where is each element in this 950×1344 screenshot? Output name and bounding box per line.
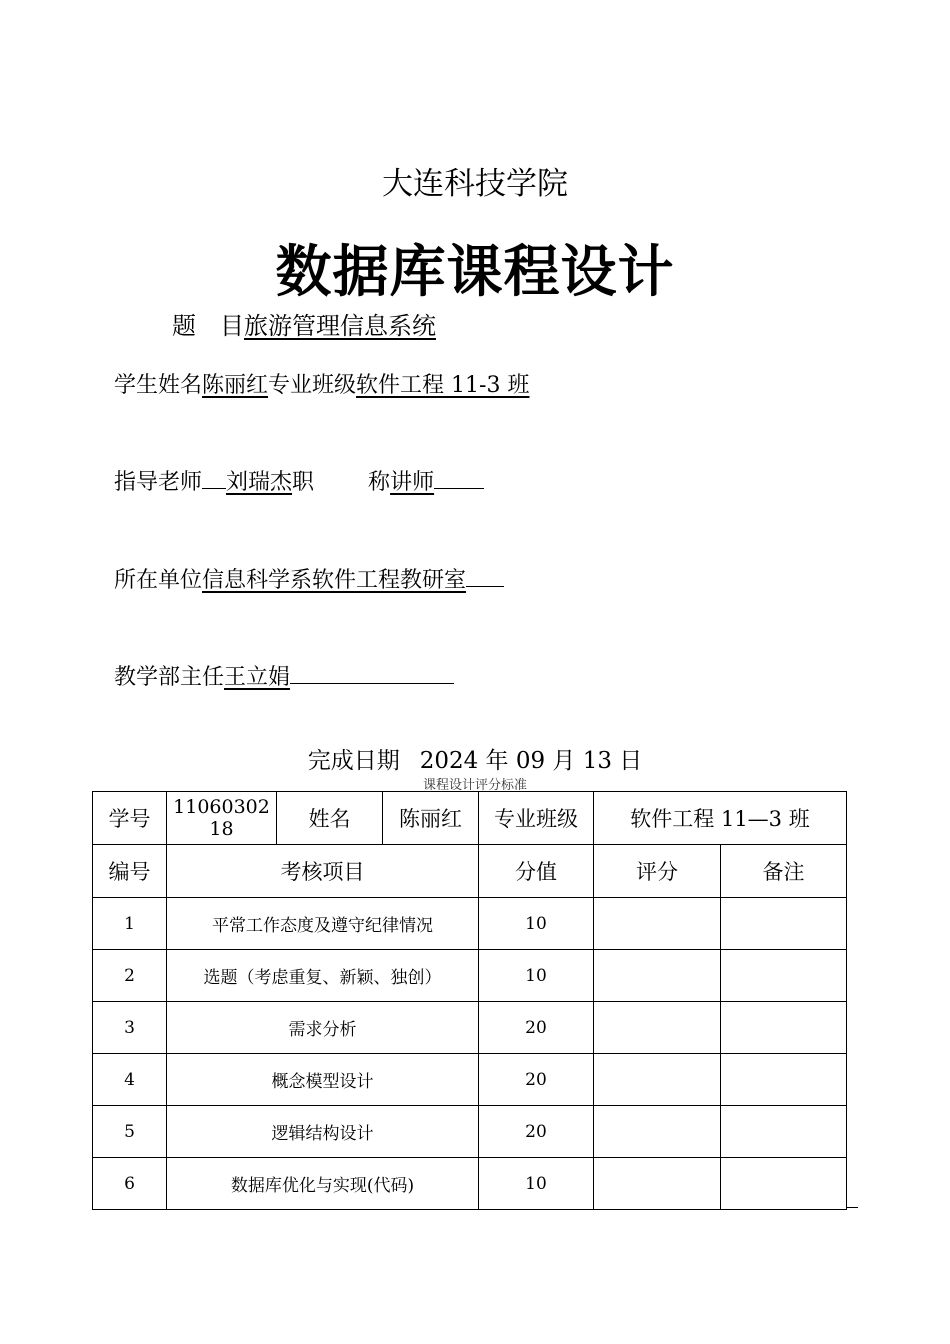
student-id-line1: 11060302 (173, 796, 270, 818)
unit-label: 所在单位 (114, 568, 203, 593)
underline-blank (202, 487, 226, 489)
row-item: 概念模型设计 (167, 1054, 479, 1106)
unit-line (114, 563, 504, 594)
student-id (167, 792, 277, 845)
row-score: 10 (479, 950, 594, 1002)
underline-blank (290, 682, 454, 684)
row-note (721, 1002, 847, 1054)
student-name-cell: 陈丽红 (383, 792, 479, 845)
advisor-title: 讲师 (390, 470, 435, 495)
topic-line (172, 306, 436, 341)
advisor-title-label-1: 职 (292, 470, 315, 495)
header-note: 备注 (721, 845, 847, 898)
row-no: 4 (93, 1054, 167, 1106)
row-grade (594, 1002, 721, 1054)
table-row (93, 1158, 847, 1210)
advisor-name: 刘瑞杰 (226, 470, 293, 495)
class-label-cell: 专业班级 (479, 792, 594, 845)
row-grade (594, 1054, 721, 1106)
header-item: 考核项目 (167, 845, 479, 898)
row-score: 20 (479, 1054, 594, 1106)
advisor-label: 指导老师 (114, 470, 203, 495)
table-caption: 课程设计评分标准 (422, 778, 527, 793)
grading-table (92, 791, 847, 1210)
underline-blank (434, 487, 484, 489)
unit-value: 信息科学系软件工程教研室 (202, 568, 467, 593)
row-note (721, 950, 847, 1002)
row-grade (594, 950, 721, 1002)
row-no: 6 (93, 1158, 167, 1210)
row-score: 20 (479, 1106, 594, 1158)
dean-label: 教学部主任 (114, 665, 225, 690)
student-name: 陈丽红 (202, 373, 269, 398)
table-row (93, 1002, 847, 1054)
row-score: 20 (479, 1002, 594, 1054)
advisor-line (114, 465, 484, 496)
row-score: 10 (479, 1158, 594, 1210)
row-grade (594, 898, 721, 950)
completion-date (0, 742, 950, 775)
underline-blank (466, 585, 504, 587)
row-note (721, 1054, 847, 1106)
header-score: 分值 (479, 845, 594, 898)
completion-value: 2024 年 09 月 13 日 (419, 748, 643, 774)
student-id-line2: 18 (209, 818, 234, 840)
class-value: 软件工程 11-3 班 (356, 373, 530, 398)
table-row (93, 1106, 847, 1158)
row-no: 3 (93, 1002, 167, 1054)
id-label: 学号 (93, 792, 167, 845)
completion-label: 完成日期 (307, 748, 400, 774)
student-line (114, 368, 529, 399)
row-no: 1 (93, 898, 167, 950)
header-no: 编号 (93, 845, 167, 898)
row-no: 5 (93, 1106, 167, 1158)
class-value-cell: 软件工程 11—3 班 (594, 792, 847, 845)
advisor-title-label-2: 称 (368, 470, 391, 495)
topic-label: 题 目 (172, 312, 244, 340)
header-row (93, 845, 847, 898)
row-note (721, 898, 847, 950)
row-item: 数据库优化与实现(代码) (167, 1158, 479, 1210)
table-row (93, 950, 847, 1002)
student-name-label: 学生姓名 (114, 373, 203, 398)
row-note (721, 1106, 847, 1158)
row-score: 10 (479, 898, 594, 950)
row-item: 平常工作态度及遵守纪律情况 (167, 898, 479, 950)
table-row (93, 1054, 847, 1106)
row-grade (594, 1106, 721, 1158)
row-grade (594, 1158, 721, 1210)
table-edge-line (846, 1207, 858, 1208)
table-row (93, 898, 847, 950)
row-item: 选题（考虑重复、新颖、独创） (167, 950, 479, 1002)
college-name: 大连科技学院 (382, 166, 568, 202)
student-info-row (93, 792, 847, 845)
row-note (721, 1158, 847, 1210)
dean-value: 王立娟 (224, 665, 291, 690)
topic-value: 旅游管理信息系统 (244, 312, 436, 340)
row-item: 逻辑结构设计 (167, 1106, 479, 1158)
class-label: 专业班级 (268, 373, 357, 398)
name-label: 姓名 (277, 792, 383, 845)
header-grade: 评分 (594, 845, 721, 898)
row-no: 2 (93, 950, 167, 1002)
course-title: 数据库课程设计 (275, 239, 675, 305)
dean-line (114, 660, 454, 691)
row-item: 需求分析 (167, 1002, 479, 1054)
